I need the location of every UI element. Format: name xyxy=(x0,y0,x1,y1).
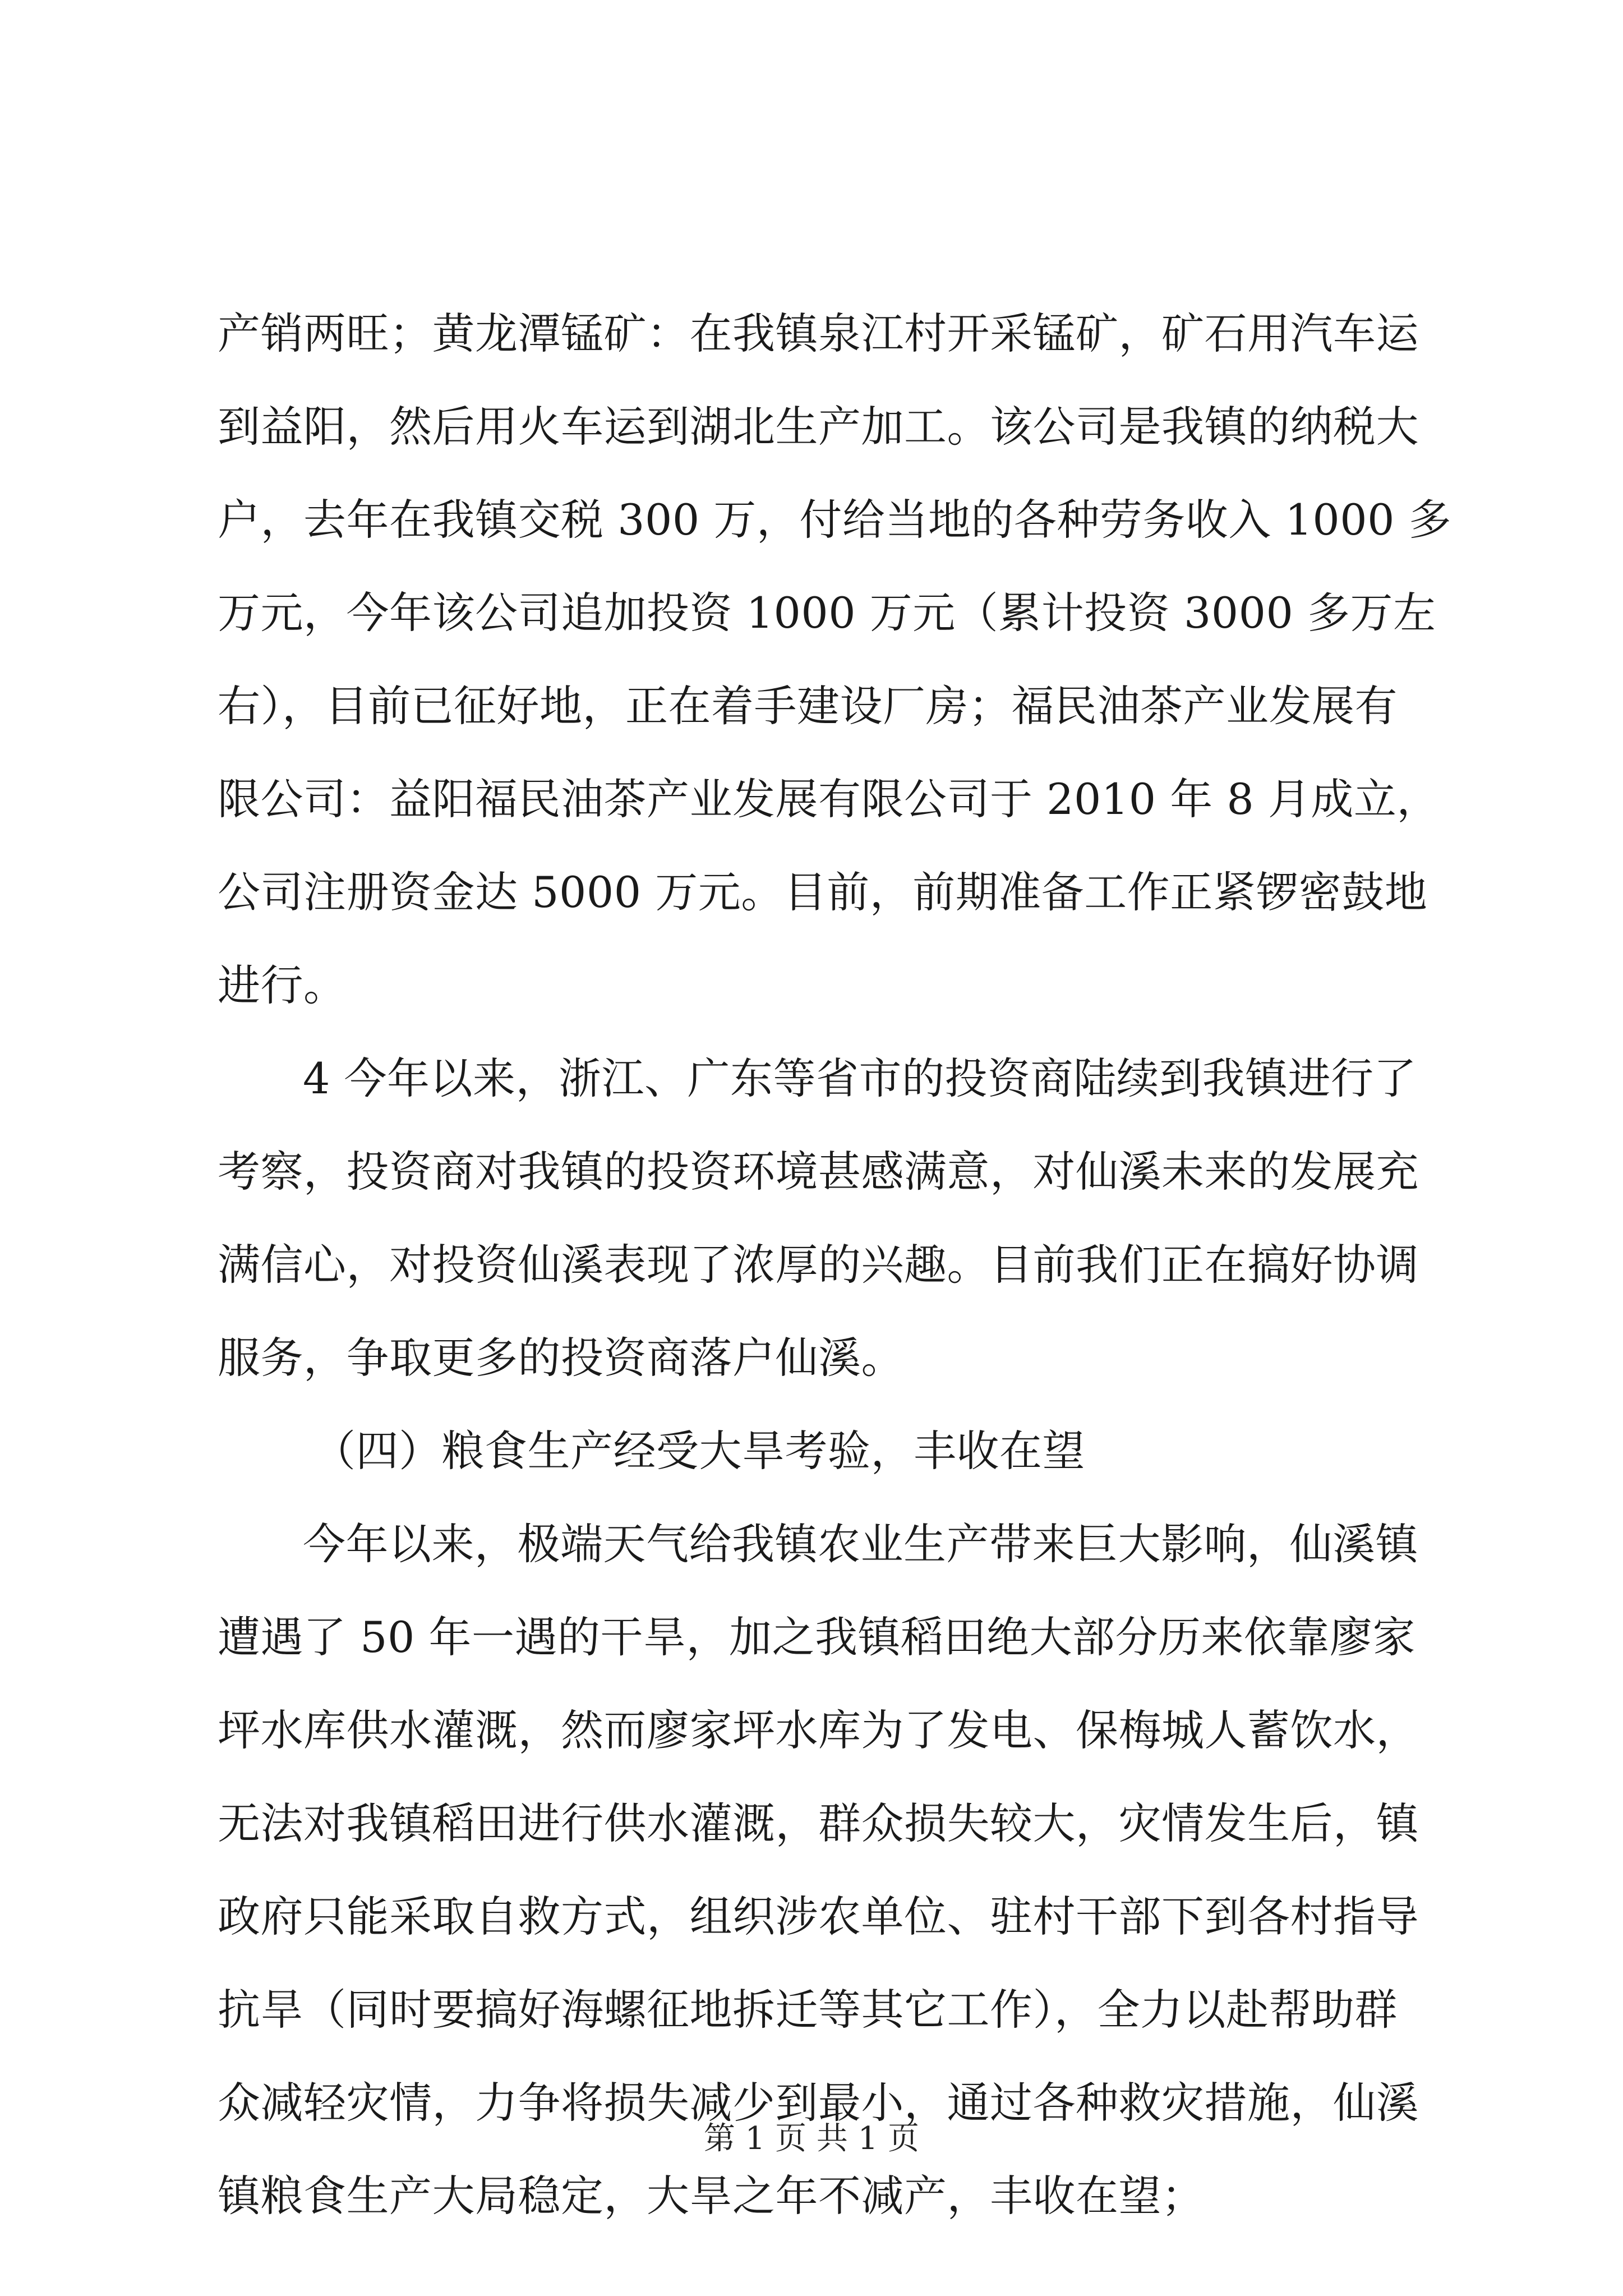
page-footer xyxy=(0,2119,1623,2159)
text-line: 万元，今年该公司追加投资 1000 万元（累计投资 3000 多万左 xyxy=(218,588,1436,638)
text-line: 坪水库供水灌溉，然而廖家坪水库为了发电、保梅城人蓄饮水， xyxy=(218,1705,1419,1755)
heading-line: （四）粮食生产经受大旱考验，丰收在望 xyxy=(313,1426,1085,1476)
text-line: 到益阳，然后用火车运到湖北生产加工。该公司是我镇的纳税大 xyxy=(218,402,1419,452)
text-line: 限公司：益阳福民油茶产业发展有限公司于 2010 年 8 月成立， xyxy=(218,774,1440,824)
text-line: 镇粮食生产大局稳定，大旱之年不减产，丰收在望； xyxy=(218,2171,1205,2221)
text-line: 服务，争取更多的投资商落户仙溪。 xyxy=(218,1333,904,1383)
text-line: 右），目前已征好地，正在着手建设厂房；福民油茶产业发展有 xyxy=(218,681,1398,731)
text-line: 公司注册资金达 5000 万元。目前，前期准备工作正紧锣密鼓地 xyxy=(218,867,1428,917)
text-line: 考察，投资商对我镇的投资环境甚感满意，对仙溪未来的发展充 xyxy=(218,1147,1419,1197)
text-line: 满信心，对投资仙溪表现了浓厚的兴趣。目前我们正在搞好协调 xyxy=(218,1240,1419,1290)
body-text xyxy=(218,287,1452,2243)
paragraph-investors xyxy=(218,1032,1429,1405)
text-line: 众减轻灾情，力争将损失减少到最小，通过各种救灾措施，仙溪 xyxy=(218,2078,1419,2128)
text-line: 4 今年以来，浙江、广东等省市的投资商陆续到我镇进行了 xyxy=(303,1053,1417,1103)
text-line: 无法对我镇稻田进行供水灌溉，群众损失较大，灾情发生后，镇 xyxy=(218,1798,1419,1848)
paragraph-companies xyxy=(218,287,1452,1032)
section-heading xyxy=(218,1405,1429,1498)
text-line: 遭遇了 50 年一遇的干旱，加之我镇稻田绝大部分历来依靠廖家 xyxy=(218,1612,1416,1662)
text-line: 产销两旺；黄龙潭锰矿：在我镇泉江村开采锰矿，矿石用汽车运 xyxy=(218,309,1419,358)
text-line: 进行。 xyxy=(218,960,347,1010)
page-number: 第 1 页 共 1 页 xyxy=(703,2120,920,2157)
text-line: 抗旱（同时要搞好海螺征地拆迁等其它工作），全力以赴帮助群 xyxy=(218,1985,1398,2035)
text-line: 今年以来，极端天气给我镇农业生产带来巨大影响，仙溪镇 xyxy=(303,1519,1418,1569)
text-line: 户，去年在我镇交税 300 万，付给当地的各种劳务收入 1000 多 xyxy=(218,495,1452,545)
text-line: 政府只能采取自救方式，组织涉农单位、驻村干部下到各村指导 xyxy=(218,1892,1419,1941)
